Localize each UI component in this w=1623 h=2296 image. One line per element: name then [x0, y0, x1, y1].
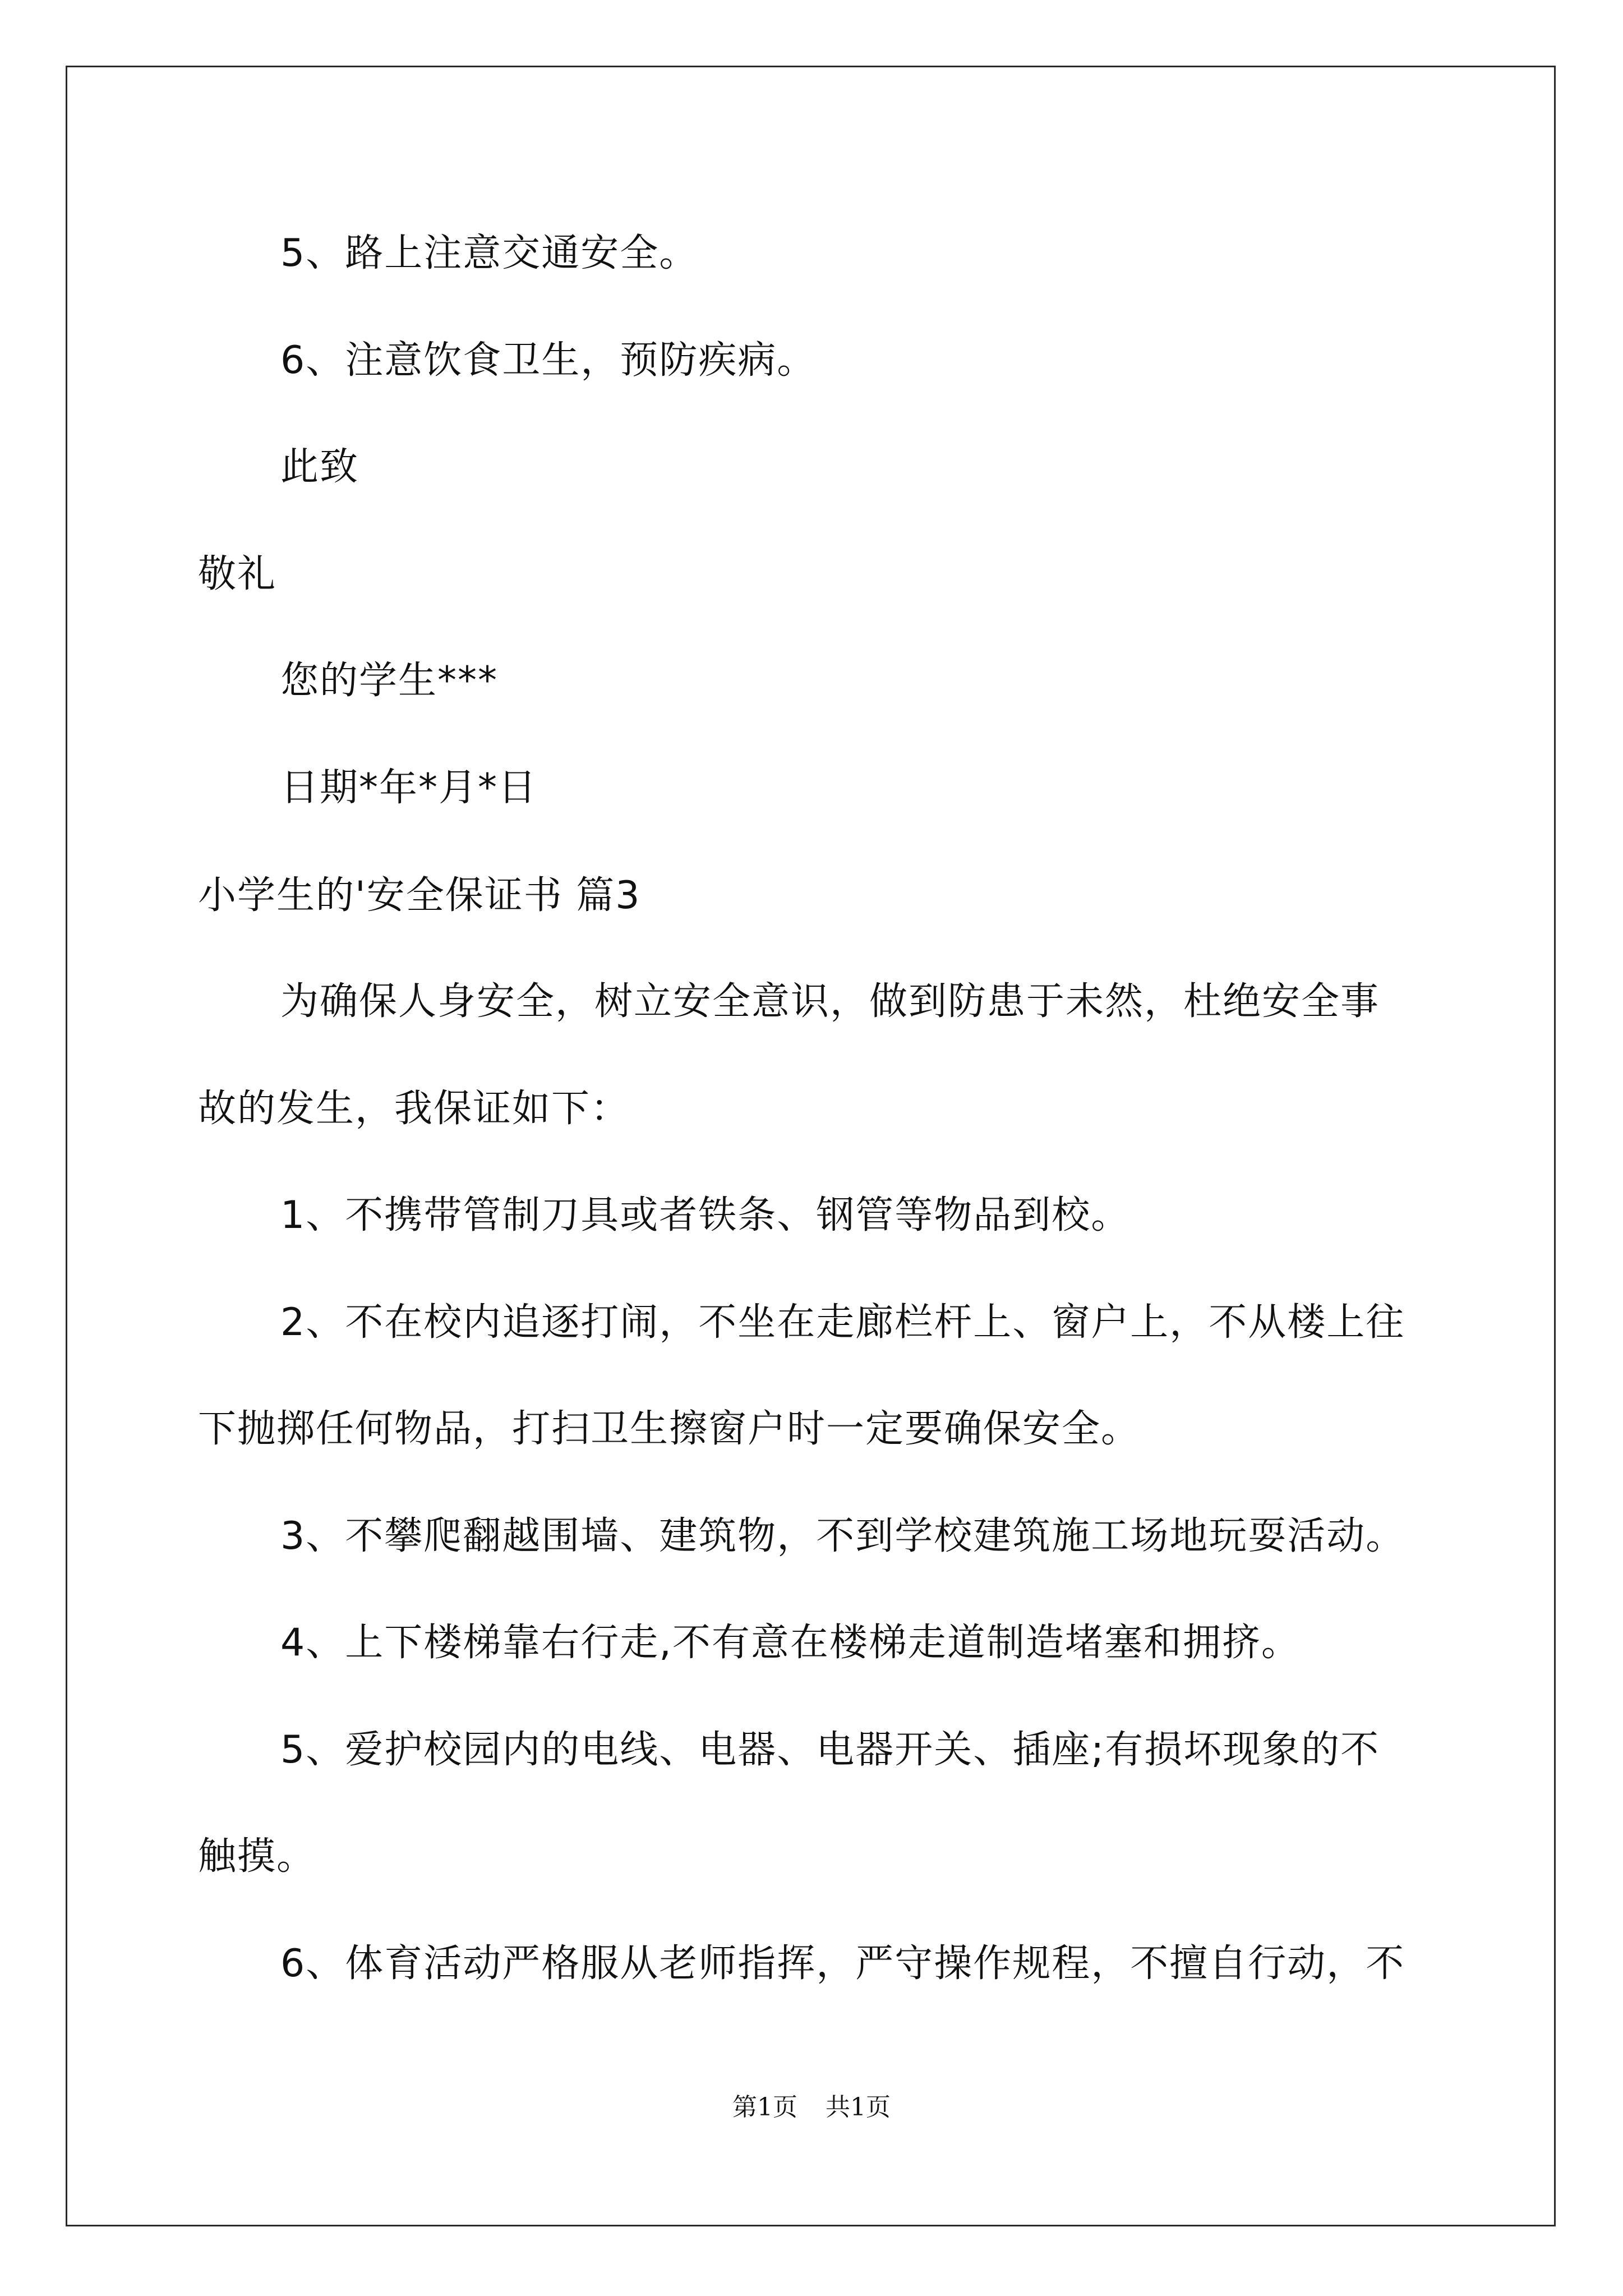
page-total: 共1页: [826, 2093, 891, 2122]
list-item: 3、不攀爬翻越围墙、建筑物，不到学校建筑施工场地玩耍活动。: [280, 1514, 1405, 1558]
closing-regards: 敬礼: [198, 552, 277, 596]
text-line: 5、路上注意交通安全。: [280, 231, 699, 275]
list-item: 5、爱护校园内的电线、电器、电器开关、插座;有损坏现象的不: [280, 1728, 1380, 1772]
list-item: 1、不携带管制刀具或者铁条、钢管等物品到校。: [280, 1193, 1131, 1237]
text-line: 触摸。: [198, 1834, 316, 1879]
page-frame: [66, 66, 1556, 2226]
closing-salutation: 此致: [280, 445, 359, 489]
section-heading: 小学生的'安全保证书 篇3: [198, 873, 641, 918]
page-footer: [0, 2095, 1623, 2120]
text-line: 为确保人身安全，树立安全意识，做到防患于未然，杜绝安全事: [280, 979, 1380, 1024]
signature-line: 您的学生***: [280, 659, 499, 703]
date-line: 日期*年*月*日: [280, 766, 538, 810]
text-line: 故的发生，我保证如下：: [198, 1087, 630, 1131]
list-item: 2、不在校内追逐打闹，不坐在走廊栏杆上、窗户上，不从楼上往: [280, 1300, 1405, 1345]
page-number: 第1页: [732, 2093, 797, 2122]
text-line: 6、注意饮食卫生，预防疾病。: [280, 338, 817, 383]
text-line: 下抛掷任何物品，打扫卫生擦窗户时一定要确保安全。: [198, 1407, 1141, 1451]
list-item: 6、体育活动严格服从老师指挥，严守操作规程，不擅自行动，不: [280, 1941, 1405, 1986]
list-item: 4、上下楼梯靠右行走,不有意在楼梯走道制造堵塞和拥挤。: [280, 1621, 1301, 1665]
